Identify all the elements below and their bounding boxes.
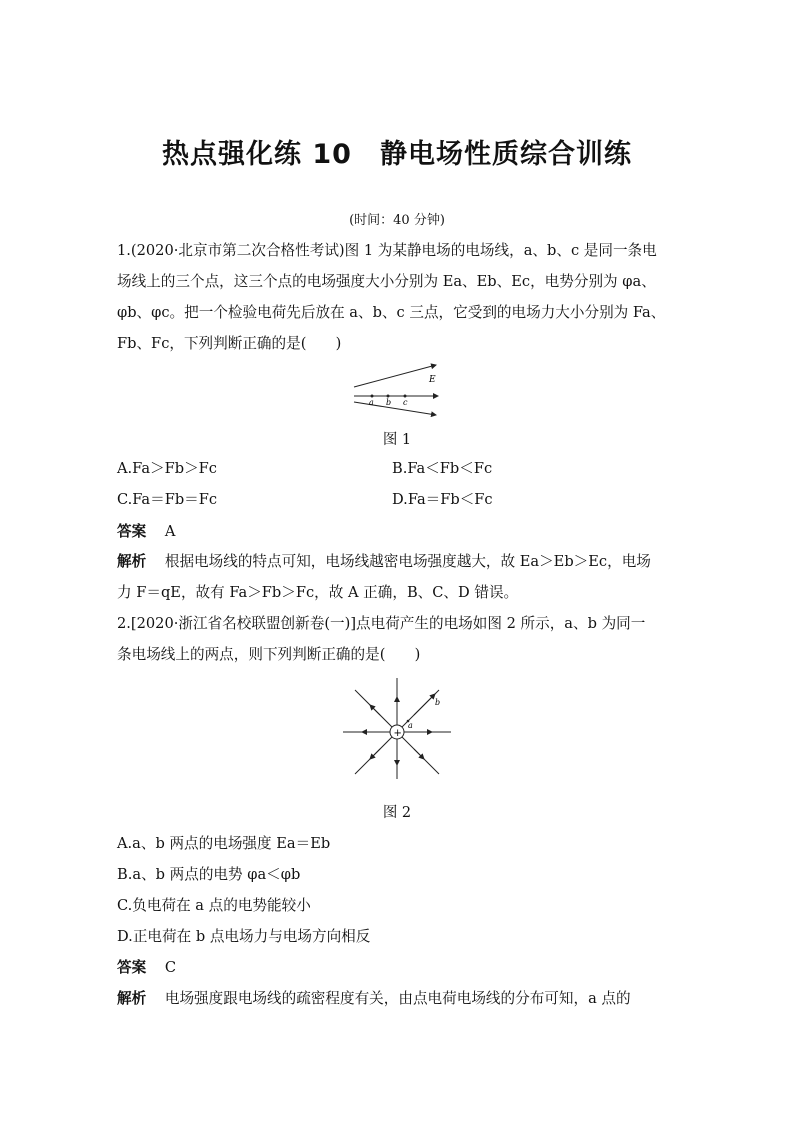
q2-answer-row	[117, 958, 176, 978]
time-limit: (时间：40 分钟)	[349, 213, 445, 228]
q1-stem-line-4: Fb、Fc，下列判断正确的是( )	[117, 335, 342, 352]
figure-1-field-lines	[350, 360, 450, 420]
q1-option-d: D.Fa＝Fb＜Fc	[392, 491, 493, 508]
q2-answer: C	[164, 959, 177, 976]
q1-option-c: C.Fa＝Fb＝Fc	[117, 491, 218, 508]
q1-option-b: B.Fa＜Fb＜Fc	[392, 460, 493, 477]
q1-stem-line-3: φb、φc。把一个检验电荷先后放在 a、b、c 三点，它受到的电场力大小分别为 Fa、	[117, 304, 666, 321]
q2-option-d: D.正电荷在 b 点电场力与电场方向相反	[117, 928, 371, 945]
q2-option-b: B.a、b 两点的电势 φa＜φb	[117, 866, 301, 883]
figure-2-caption: 图 2	[382, 805, 412, 821]
q2-analysis-row	[117, 989, 631, 1009]
q1-answer-label: 答案	[117, 523, 147, 540]
label-b: b	[386, 398, 392, 407]
point-b	[432, 695, 435, 698]
label-c: c	[403, 398, 408, 407]
q1-analysis-label: 解析	[117, 553, 147, 570]
q1-answer: A	[164, 523, 176, 540]
q2-option-c: C.负电荷在 a 点的电势能较小	[117, 897, 311, 914]
q1-analysis-row	[117, 552, 651, 572]
page-title: 热点强化练 10 静电场性质综合训练	[162, 139, 632, 170]
field-line-lower	[354, 402, 436, 415]
charge-sign: +	[393, 728, 402, 739]
q2-stem-line-2: 条电场线上的两点，则下列判断正确的是( )	[117, 646, 421, 663]
field-line-upper	[354, 365, 436, 387]
label-a: a	[369, 398, 374, 407]
q2-analysis-label: 解析	[117, 990, 147, 1007]
figure-2-point-charge-field	[340, 675, 454, 783]
label-E: E	[429, 375, 436, 385]
label-a: a	[408, 721, 413, 730]
q2-answer-label: 答案	[117, 959, 147, 976]
q1-answer-row	[117, 522, 175, 542]
figure-1-caption: 图 1	[382, 432, 412, 448]
q1-stem-line-1: 1.(2020·北京市第二次合格性考试)图 1 为某静电场的电场线，a、b、c 是同一条电	[117, 242, 657, 259]
q1-stem-line-2: 场线上的三个点，这三个点的电场强度大小分别为 Ea、Eb、Ec，电势分别为 φa、	[117, 273, 656, 290]
q1-analysis-line-2: 力 F＝qE，故有 Fa＞Fb＞Fc，故 A 正确，B、C、D 错误。	[117, 584, 519, 601]
label-b: b	[435, 698, 441, 707]
q1-option-a: A.Fa＞Fb＞Fc	[117, 460, 217, 477]
q2-stem-line-1: 2.[2020·浙江省名校联盟创新卷(一)]点电荷产生的电场如图 2 所示，a、b 为同一	[117, 615, 646, 632]
q2-analysis-line-1: 电场强度跟电场线的疏密程度有关，由点电荷电场线的分布可知，a 点的	[164, 990, 631, 1007]
q1-analysis-line-1: 根据电场线的特点可知，电场线越密电场强度越大，故 Ea＞Eb＞Ec，电场	[164, 553, 651, 570]
q2-option-a: A.a、b 两点的电场强度 Ea＝Eb	[117, 835, 331, 852]
